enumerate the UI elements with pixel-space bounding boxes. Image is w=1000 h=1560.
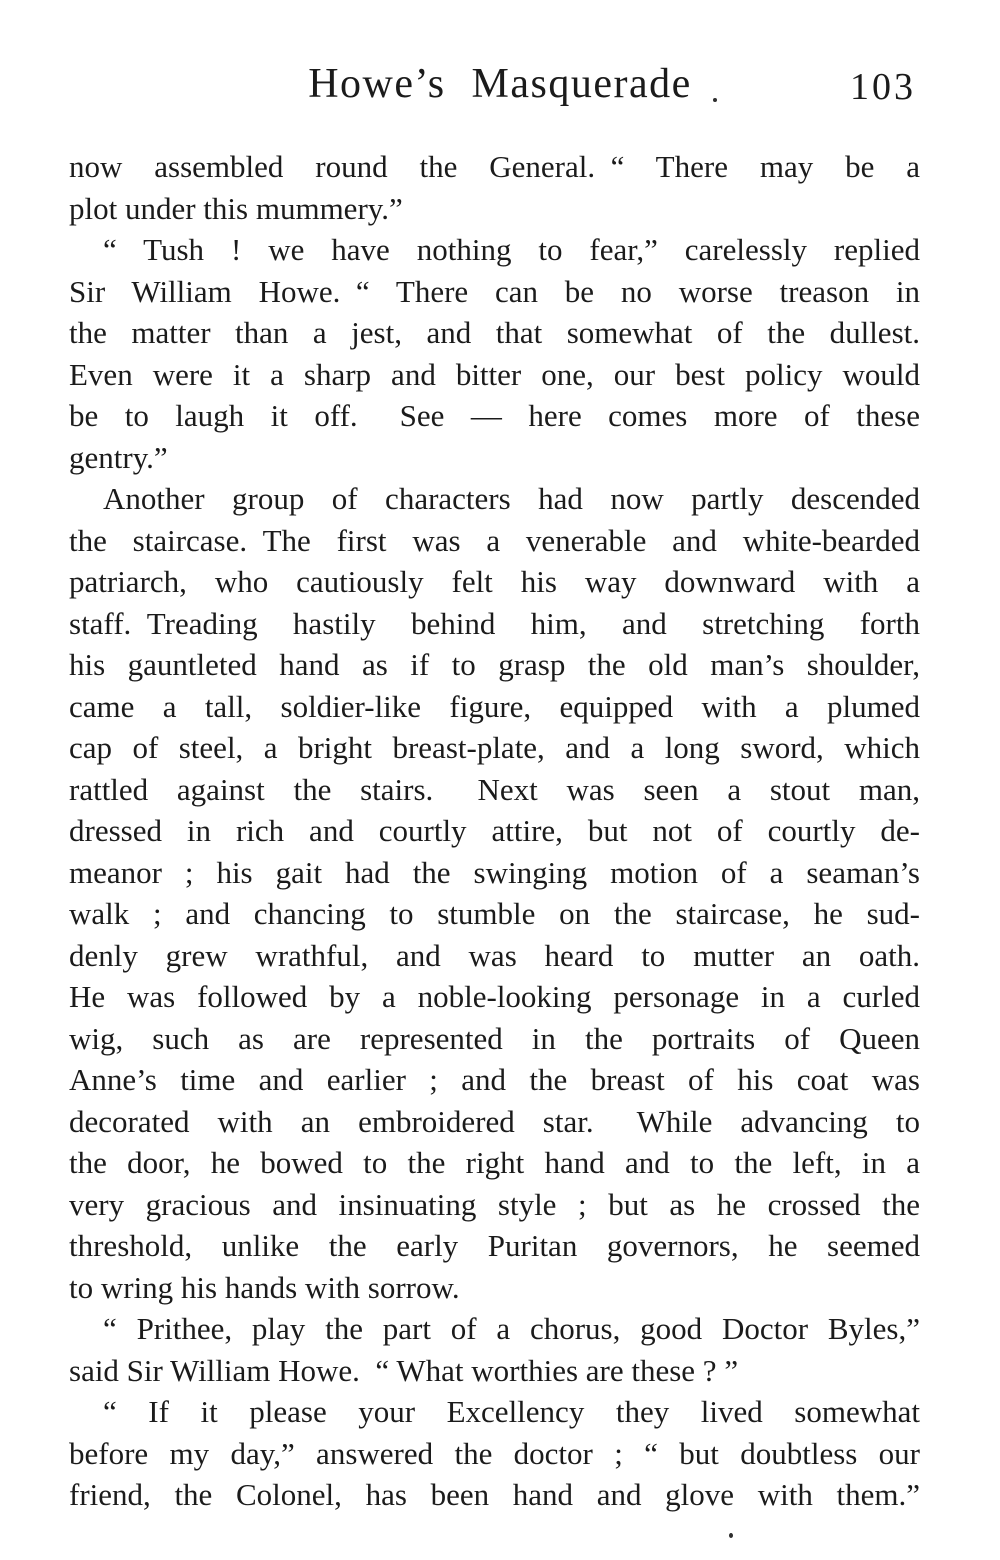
text-line: before my day,” answered the doctor ; “ but doubtless our	[69, 1435, 920, 1471]
text-line: meanor ; his gait had the swinging motion of a seaman’s	[69, 854, 920, 890]
text-line: Another group of characters had now partly descended	[103, 481, 920, 516]
text-line: very gracious and insinuating style ; but as he crossed the	[69, 1186, 920, 1222]
page-number: 103	[850, 66, 916, 108]
text-line: the matter than a jest, and that somewhat of the dullest.	[69, 315, 920, 350]
text-line: plot under this mummery.”	[69, 190, 403, 226]
text-line: the door, he bowed to the right hand and to the left, in a	[69, 1145, 920, 1180]
text-line: Sir William Howe. “ There can be no worse treason in	[69, 273, 920, 309]
text-line: now assembled round the General. “ There may be a	[69, 149, 920, 184]
text-line: cap of steel, a bright breast-plate, and a long sword, which	[69, 730, 920, 765]
text-line: walk ; and chancing to stumble on the staircase, he sud-	[69, 896, 920, 931]
text-line: threshold, unlike the early Puritan governors, he seemed	[69, 1228, 920, 1263]
text-line: rattled against the stairs. Next was seen a stout man,	[69, 771, 920, 807]
text-line: came a tall, soldier-like figure, equipped with a plumed	[69, 688, 920, 724]
page-header	[0, 60, 1000, 116]
text-line: wig, such as are represented in the portraits of Queen	[69, 1020, 920, 1056]
scan-speck-icon	[713, 98, 717, 102]
text-line: to wring his hands with sorrow.	[69, 1269, 460, 1305]
text-line: He was followed by a noble-looking personage in a curled	[69, 979, 920, 1014]
text-line: patriarch, who cautiously felt his way downward with a	[69, 564, 920, 599]
text-line: gentry.”	[69, 439, 168, 475]
page-body	[69, 146, 920, 1516]
text-line: the staircase. The first was a venerable and white-bearded	[69, 522, 920, 558]
text-line: “ Prithee, play the part of a chorus, good Doctor Byles,”	[103, 1311, 920, 1346]
text-line: denly grew wrathful, and was heard to mutter an oath.	[69, 937, 920, 973]
text-line: said Sir William Howe. “ What worthies are these ? ”	[69, 1352, 739, 1388]
text-line: decorated with an embroidered star. While advancing to	[69, 1103, 920, 1139]
scan-speck-icon	[729, 1533, 733, 1538]
text-line: Anne’s time and earlier ; and the breast of his coat was	[69, 1062, 920, 1097]
text-line: Even were it a sharp and bitter one, our best policy would	[69, 356, 920, 392]
text-line: “ Tush ! we have nothing to fear,” carelessly replied	[103, 232, 920, 267]
text-line: friend, the Colonel, has been hand and glove with them.”	[69, 1477, 920, 1512]
text-line: “ If it please your Excellency they lived somewhat	[103, 1394, 920, 1429]
text-line: staff. Treading hastily behind him, and stretching forth	[69, 605, 920, 641]
text-line: dressed in rich and courtly attire, but not of courtly de-	[69, 813, 920, 848]
text-line: his gauntleted hand as if to grasp the old man’s shoulder,	[69, 647, 920, 682]
running-title: Howe’s Masquerade	[308, 61, 692, 107]
text-line: be to laugh it off. See — here comes more of these	[69, 398, 920, 433]
